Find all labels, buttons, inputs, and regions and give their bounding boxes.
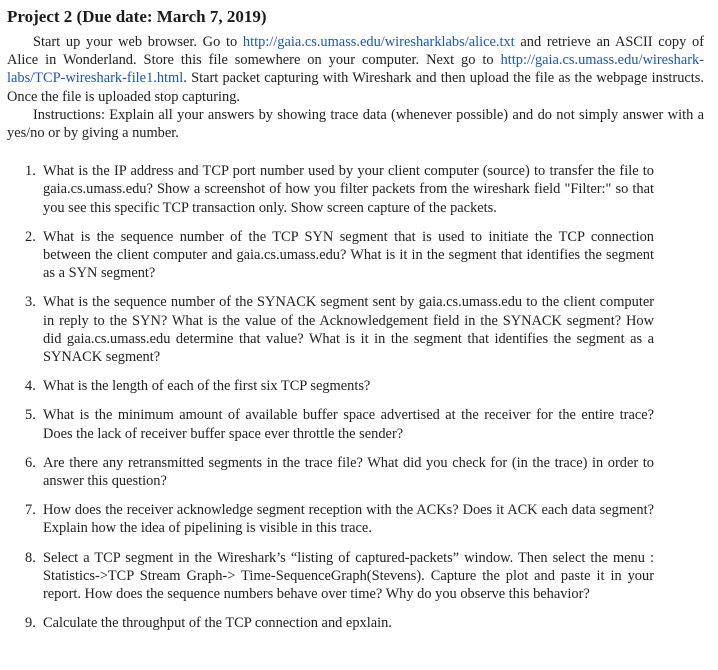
question-item <box>7 614 704 632</box>
question-number: 9. <box>25 615 36 632</box>
question-text: How does the receiver acknowledge segment reception with the ACKs? Does it ACK each data segment? Explain how the idea of pipelining is visible in this trace. <box>43 502 654 537</box>
intro-paragraph <box>7 33 704 106</box>
question-text: Select a TCP segment in the Wireshark’s “listing of captured-packets” window. Then select the menu : Statistics->TCP Stream Graph-> Time-SequenceGraph(Stevens). Capture the plot and paste it in your report. How does the sequence numbers behave over time? Why do you observe this behavior? <box>43 549 654 603</box>
question-item <box>7 293 704 366</box>
question-number: 1. <box>25 163 36 180</box>
question-number: 5. <box>25 407 36 424</box>
page-title: Project 2 (Due date: March 7, 2019) <box>7 7 267 26</box>
question-item <box>7 549 704 604</box>
question-text: What is the sequence number of the SYNACK segment sent by gaia.cs.umass.edu to the client computer in reply to the SYN? What is the value of the Acknowledgement field in the SYNACK segment? How did gaia.cs.umass.edu determine that value? What is it in the segment that identifies the segment as a SYNACK segment? <box>43 294 654 366</box>
question-text: What is the IP address and TCP port number used by your client computer (source) to transfer the file to gaia.cs.umass.edu? Show a screenshot of how you filter packets from the wireshark field "Filter:" so that you see this specific TCP transaction only. Show screen capture of the packets. <box>43 163 654 216</box>
question-item <box>7 228 704 283</box>
question-item <box>7 377 704 395</box>
intro-text-end: . Start packet capturing with Wireshark and then upload the file as the webpage instructs. Once the file is uploaded stop capturing. <box>7 70 704 105</box>
tcp-wireshark-file-link[interactable]: http://gaia.cs.umass.edu/wireshark-labs/TCP-wireshark-file1.html <box>7 52 704 87</box>
alice-txt-link[interactable]: http://gaia.cs.umass.edu/wiresharklabs/alice.txt <box>242 34 515 50</box>
instructions-paragraph: Instructions: Explain all your answers by showing trace data (whenever possible) and do not simply answer with a yes/no or by giving a number. <box>7 106 704 142</box>
question-number: 8. <box>25 549 36 566</box>
question-item <box>7 454 704 490</box>
question-item <box>7 406 704 442</box>
question-text: What is the length of each of the first six TCP segments? <box>43 378 371 395</box>
question-number: 3. <box>25 294 36 311</box>
intro-text-middle: and retrieve an ASCII copy of Alice in Wonderland. Store this file somewhere on your computer. Next go to <box>7 34 704 69</box>
question-text: Are there any retransmitted segments in the trace file? What did you check for (in the trace) in order to answer this question? <box>43 454 654 490</box>
question-text: What is the sequence number of the TCP SYN segment that is used to initiate the TCP connection between the client computer and gaia.cs.umass.edu? What is it in the segment that identifies the segment as a SYN segment? <box>43 228 654 282</box>
question-number: 7. <box>25 502 36 519</box>
intro-text-start: Start up your web browser. Go to <box>33 34 243 50</box>
question-item <box>7 501 704 537</box>
question-number: 4. <box>25 378 36 395</box>
question-item <box>7 162 704 217</box>
question-number: 2. <box>25 228 36 245</box>
question-number: 6. <box>25 454 36 471</box>
question-list <box>7 162 704 632</box>
question-text: Calculate the throughput of the TCP connection and epxlain. <box>43 615 392 632</box>
question-text: What is the minimum amount of available buffer space advertised at the receiver for the entire trace? Does the lack of receiver buffer space ever throttle the sender? <box>43 407 654 442</box>
